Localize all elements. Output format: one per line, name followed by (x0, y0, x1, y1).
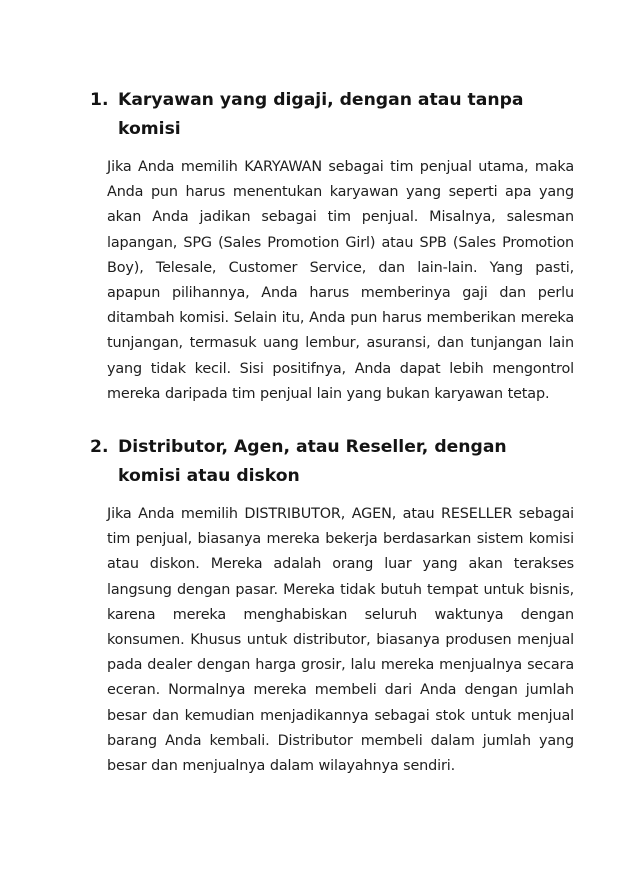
section-heading (90, 433, 574, 491)
section-paragraph: Jika Anda memilih DISTRIBUTOR, AGEN, atau RESELLER sebagai tim penjual, biasanya mereka bekerja berdasarkan sistem komisi atau diskon. Mereka adalah orang luar yang akan terakses langsung dengan pasar. Mereka tidak butuh tempat untuk bisnis, karena mereka menghabiskan seluruh waktunya dengan konsumen. Khusus untuk distributor, biasanya produsen menjual pada dealer dengan harga grosir, lalu mereka menjualnya secara eceran. Normalnya mereka membeli dari Anda dengan jumlah besar dan kemudian menjadikannya sebagai stok untuk menjual barang Anda kembali. Distributor membeli dalam jumlah yang besar dan menjualnya dalam wilayahnya sendiri. (107, 506, 574, 775)
section-title: Karyawan yang digaji, dengan atau tanpa komisi (118, 90, 524, 139)
section-distributor (90, 433, 574, 779)
section-number: 1. (90, 90, 109, 110)
section-karyawan (90, 86, 574, 407)
section-paragraph: Jika Anda memilih KARYAWAN sebagai tim penjual utama, maka Anda pun harus menentukan karyawan yang seperti apa yang akan Anda jadikan sebagai tim penjual. Misalnya, salesman lapangan, SPG (Sales Promotion Girl) atau SPB (Sales Promotion Boy), Telesale, Customer Service, dan lain-lain. Yang pasti, apapun pilihannya, Anda harus memberinya gaji dan perlu ditambah komisi. Selain itu, Anda pun harus memberikan mereka tunjangan, termasuk uang lembur, asuransi, dan tunjangan lain yang tidak kecil. Sisi positifnya, Anda dapat lebih mengontrol mereka daripada tim penjual lain yang bukan karyawan tetap. (107, 159, 574, 402)
section-number: 2. (90, 437, 109, 457)
section-heading (90, 86, 574, 144)
section-title: Distributor, Agen, atau Reseller, dengan komisi atau diskon (118, 437, 507, 486)
